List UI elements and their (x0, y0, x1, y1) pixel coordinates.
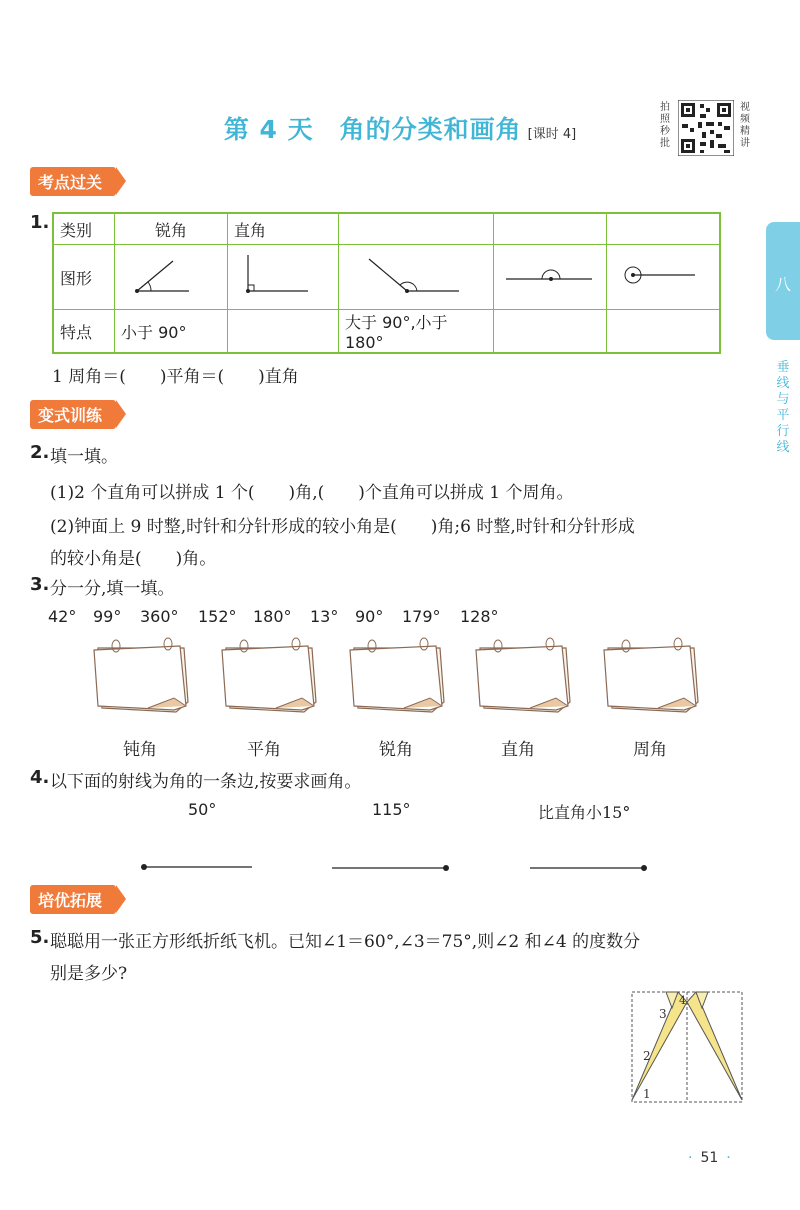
dot-left-icon: · (688, 1150, 693, 1166)
chapter-topic: 垂线与平行线 (776, 360, 790, 455)
q2-line3: 的较小角是( )角。 (50, 549, 217, 569)
angle-value: 42° (48, 607, 77, 626)
fig-obtuse (339, 245, 494, 310)
cell-right: 直角 (228, 213, 339, 245)
q2-number: 2. (30, 442, 50, 463)
row-header-feature: 特点 (53, 310, 115, 354)
box-label-obtuse: 钝角 (123, 740, 157, 760)
qr-block[interactable] (660, 98, 770, 158)
notepad-box-right[interactable] (470, 636, 580, 718)
feature-obtuse: 大于 90°,小于 180° (339, 310, 494, 354)
section-tag-peiyou: 培优拓展 (30, 885, 116, 914)
feature-right[interactable] (228, 310, 339, 354)
box-label-acute: 锐角 (379, 740, 413, 760)
fig-label-1: 1 (643, 1087, 651, 1101)
q4-number: 4. (30, 767, 50, 788)
q5-line2: 别是多少? (50, 964, 128, 984)
cell-acute: 锐角 (115, 213, 228, 245)
q2-line2: (2)钟面上 9 时整,时针和分针形成的较小角是( )角;6 时整,时针和分针形成 (50, 517, 635, 537)
fig-label-2: 2 (643, 1049, 651, 1063)
feature-straight[interactable] (494, 310, 607, 354)
angle-value: 360° (140, 607, 179, 626)
cell-blank-3[interactable] (339, 213, 494, 245)
section-tag-kaodian: 考点过关 (30, 167, 116, 196)
feature-acute: 小于 90° (115, 310, 228, 354)
q3-title: 分一分,填一填。 (50, 579, 175, 599)
q1-number: 1. (30, 212, 50, 233)
page-number (680, 1150, 739, 1166)
angle-value: 180° (253, 607, 292, 626)
angle-value: 13° (310, 607, 339, 626)
q4-label-2: 115° (372, 800, 411, 819)
box-label-round: 周角 (633, 740, 667, 760)
angle-value: 152° (198, 607, 237, 626)
lesson-tag: [课时 4] (527, 127, 577, 142)
paper-plane-figure (628, 990, 748, 1106)
box-label-straight: 平角 (247, 740, 281, 760)
page-number-value: 51 (700, 1150, 719, 1166)
round-angle-figure (607, 245, 719, 305)
notepad-box-acute[interactable] (344, 636, 454, 718)
chapter-tab[interactable] (766, 222, 800, 340)
dot-right-icon: · (726, 1150, 731, 1166)
q1-sentence: 1 周角＝( )平角＝( )直角 (52, 367, 299, 387)
notepad-box-obtuse[interactable] (88, 636, 198, 718)
row-header-figure: 图形 (53, 245, 115, 310)
box-label-right: 直角 (501, 740, 535, 760)
qr-left-text: 拍照秒批 (660, 102, 670, 149)
q4-label-1: 50° (188, 800, 217, 819)
rays-row[interactable] (130, 858, 670, 878)
qr-right-text: 视频精讲 (740, 102, 750, 149)
angle-value: 99° (93, 607, 122, 626)
chapter-number: 八 (774, 275, 791, 294)
cell-blank-4[interactable] (494, 213, 607, 245)
q5-number: 5. (30, 927, 50, 948)
title-text: 第 4 天 角的分类和画角 (223, 115, 522, 144)
fig-round (607, 245, 721, 310)
fig-label-3: 3 (659, 1007, 667, 1021)
fig-right (228, 245, 339, 310)
obtuse-angle-figure (339, 245, 493, 305)
q3-number: 3. (30, 574, 50, 595)
angle-value: 179° (402, 607, 441, 626)
angle-value: 128° (460, 607, 499, 626)
right-angle-figure (228, 245, 338, 305)
acute-angle-figure (115, 245, 227, 305)
q2-title: 填一填。 (50, 447, 118, 467)
row-header-category: 类别 (53, 213, 115, 245)
notepad-box-round[interactable] (598, 636, 708, 718)
fig-label-4: 4 (679, 994, 686, 1007)
q4-title: 以下面的射线为角的一条边,按要求画角。 (50, 772, 362, 792)
q2-line1: (1)2 个直角可以拼成 1 个( )角,( )个直角可以拼成 1 个周角。 (50, 483, 574, 503)
cell-blank-5[interactable] (607, 213, 721, 245)
angle-value: 90° (355, 607, 384, 626)
qr-code-icon[interactable] (678, 100, 734, 156)
fig-straight (494, 245, 607, 310)
notepad-box-straight[interactable] (216, 636, 326, 718)
fig-acute (115, 245, 228, 310)
section-tag-bianshi: 变式训练 (30, 400, 116, 429)
angle-table (52, 212, 721, 354)
q5-line1: 聪聪用一张正方形纸折纸飞机。已知∠1＝60°,∠3＝75°,则∠2 和∠4 的度数分 (50, 932, 641, 952)
feature-round[interactable] (607, 310, 721, 354)
straight-angle-figure (494, 245, 606, 305)
q4-label-3: 比直角小15° (538, 803, 631, 822)
